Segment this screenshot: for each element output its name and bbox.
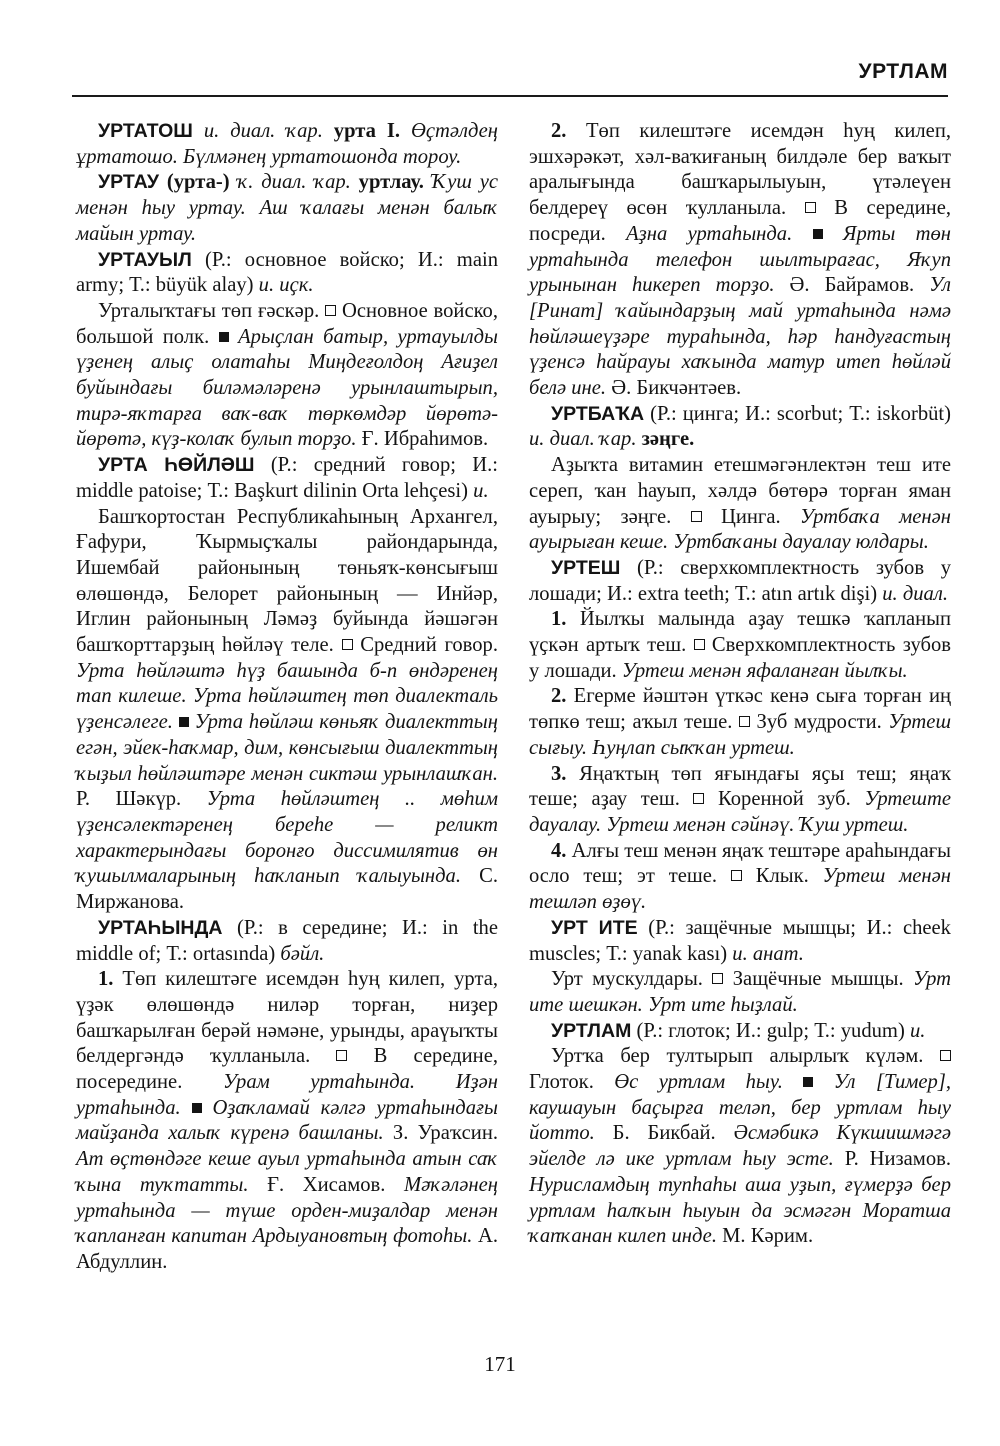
headword: УРТЕШ (551, 556, 621, 579)
definition-paragraph (529, 967, 951, 1018)
russian-equivalent: Средний говор. (352, 634, 499, 657)
sense-number: 3. (551, 762, 567, 785)
sense-number: 2. (551, 120, 567, 142)
headword: УРТЛАМ (551, 1019, 632, 1042)
open-square-marker (805, 202, 816, 213)
definition-paragraph (529, 453, 951, 556)
translations: (Р.: защёчные мышцы; И.: cheek muscles; Т.: yanak kası) (529, 916, 951, 965)
russian-equivalent: Глоток. (529, 1071, 615, 1094)
filled-square-marker (179, 717, 189, 727)
open-square-marker (325, 305, 336, 316)
cross-reference: урта I. (322, 120, 411, 142)
grammar-label: и. (909, 1019, 926, 1042)
author: Ғ. Ибраһимов. (356, 428, 489, 451)
example: Урам уртаһында. Иҙән уртаһында. (76, 1071, 498, 1119)
definition: Егерме йәштән үткәс кенә сыға торған иң төпкө теш; аҡыл теше. (529, 685, 951, 734)
sense-paragraph (529, 119, 951, 402)
quotation: Ул [Ринат] ҡайындарҙың май уртаһында нәмә һөйләшеүҙәре тураһында, һәр һандуғастың үҙенсә һайрауы хаҡында матур итеп һөйләй белә ине. (529, 274, 952, 400)
example: Уртбаҡа менән ауырыған кеше. Уртбаҡаны дауалау юлдары. (529, 505, 952, 554)
cross-reference: уртлау. (350, 171, 432, 194)
translations: (Р.: средний говор; И.: middle patoise; Т.: Başkurt dilinin Orta lehçesi) (76, 454, 498, 502)
headword: УРТАҺЫНДА (98, 916, 223, 939)
grammar-label: и. (473, 479, 489, 502)
open-square-marker (693, 793, 704, 804)
definition: Төп килештәге исемдән һуң килеп, эшхәрәкәт, хәл-ваҡиғаның билдәле бер ваҡыт аралығында башҡарылыуын, үтәлеүен белдереү өсөн ҡулланыла. (529, 120, 951, 220)
example: Аҙна уртаһында. (626, 222, 793, 245)
quotation: Мәҡәләнең уртаһында — түше орден-миҙалдар менән ҡапланған капитан Ардыуановтың фотоһы. (76, 1173, 498, 1248)
quotation: Арыҫлан батыр, уртауылды үҙенең алыҫ олатаһы Миңдеғолдоң Ағиҙел буйындағы биләмәләренә урынлаштырып, тирә-яҡтарға ваҡ-ваҡ төркөмдәр йөрөтә-йөрөтә, күҙ-колаҡ булып торҙо. (76, 325, 498, 451)
quotation: Ярты төн уртаһында телефон шылтырағас, Яҡуп урынынан һикереп торҙо. (529, 222, 952, 297)
translations: (Р.: глоток; И.: gulp; Т.: yudum) (631, 1019, 910, 1042)
quotation: Нурисламдың тупһаһы аша уҙып, ғүмерҙә бер уртлам һалҡын һыуын да эсмәгән Моратша ҡапҡанан килеп инде. (529, 1173, 951, 1248)
grammar-label: и. диал. (882, 582, 948, 605)
russian-equivalent: Клык. (741, 865, 823, 888)
grammar-label: бәйл. (280, 942, 325, 965)
author: С. Миржанова. (76, 865, 498, 914)
filled-square-marker (803, 1077, 813, 1087)
russian-equivalent: Сверхкомплектность зубов у лошади. (529, 634, 951, 682)
translations: (Р.: цинга; И.: scorbut; Т.: iskorbüt) (644, 402, 951, 425)
sense-number: 1. (551, 608, 567, 631)
headword: УРТ ИТЕ (551, 916, 638, 939)
translations: (Р.: в середине; И.: in the middle of; Т.: ortasında) (76, 916, 498, 965)
quotation: Ул [Тимер], каушауын баҫырға теләп, бер уртлам һыу йотто. (529, 1071, 951, 1145)
russian-equivalent: В середине, посреди. (529, 197, 951, 245)
author: Ә. Бикчәнтәев. (606, 377, 742, 400)
definition: Урт мускулдары. (551, 968, 713, 991)
open-square-marker (342, 639, 353, 650)
entry-paragraph (76, 453, 498, 504)
definition-paragraph (76, 505, 498, 916)
russian-equivalent: Зуб мудрости. (749, 711, 889, 734)
grammar-label: и. иҫк. (258, 274, 314, 297)
open-square-marker (336, 1050, 347, 1061)
definition: Урталыҡтағы төп ғәскәр. (98, 299, 326, 322)
author: Ғ. Хисамов. (248, 1173, 404, 1196)
translations: (Р.: основное войско; И.: main army; Т.: büyük alay) (76, 248, 498, 297)
entry-paragraph (76, 916, 498, 967)
russian-equivalent: Цинга. (701, 505, 801, 528)
entry-paragraph (76, 248, 498, 299)
author: З. Ураҡсин. (383, 1122, 498, 1145)
example: Ҡуш ус менән һыу уртау. Аш ҡалағы менән балыҡ майын уртау. (76, 171, 498, 245)
headword: УРТА ҺӨЙЛӘШ (98, 454, 255, 477)
author: Р. Шәкүр. (76, 788, 207, 811)
headword: УРТАУ (98, 171, 160, 194)
definition: Уртҡа бер тултырып алырлыҡ күләм. (551, 1045, 940, 1068)
example: Уртеш менән яфаланған йылҡы. (621, 659, 908, 682)
quotation: Урта һөйләш көньяҡ диалекттың егән, эйек-һаҡмар, дим, көнсығыш диалекттың ҡыҙыл һөйләштәре менән сиктәш урынлашҡан. (76, 711, 498, 785)
quotation: Урта һөйләштең .. мөһим үҙенсәлектәренең береһе — реликт характерындағы боронғо диссимилятив өн ҡушылмаларының һаҡланып ҡалыуында. (76, 788, 498, 888)
open-square-marker (712, 973, 723, 984)
example: Уртеш менән тешләп өҙөү. (529, 865, 951, 914)
open-square-marker (940, 1050, 951, 1061)
example: Урт ите шешкән. Урт ите һыҙлай. (529, 968, 952, 1016)
russian-equivalent: Коренной зуб. (704, 788, 865, 811)
russian-equivalent: В середине, посередине. (76, 1045, 498, 1094)
definition: Алғы теш менән яңаҡ тештәре араһындағы осло теш; эт теше. (529, 839, 951, 888)
filled-square-marker (219, 332, 229, 342)
cross-reference: зәңге. (641, 428, 695, 451)
example: Урта һөйләштә һүҙ башында б-п өндәренең тап килеше. Урта һөйләштең төп диалекталь үҙенсәлеге. (76, 659, 498, 734)
definition: Башҡортостан Республикаһының Архангел, Ғафури, Ҡырмыҫҡалы райондарында, Ишембай районының төньяҡ-көнсығыш өлөшөндә, Белорет районының — Инйәр, Иглин районының Ләмәҙ буйында йәшәгән башҡорттарҙың һөйләү теле. (76, 505, 498, 657)
sense-number: 4. (551, 839, 567, 862)
entry-paragraph (529, 402, 951, 453)
sense-paragraph (529, 762, 951, 839)
definition-paragraph (529, 1044, 951, 1250)
open-square-marker (739, 716, 750, 727)
entry-paragraph (76, 119, 498, 170)
russian-equivalent: Защёчные мышцы. (723, 968, 914, 991)
sense-number: 2. (551, 685, 567, 708)
header-rule (72, 95, 948, 97)
headword: УРТАТОШ (98, 120, 193, 142)
entry-paragraph (529, 916, 951, 967)
running-head: УРТЛАМ (858, 60, 948, 83)
left-column (76, 119, 498, 1276)
grammar-label: и. анат. (732, 942, 804, 965)
translations: (Р.: сверхкомплектность зубов у лошади; И.: extra teeth; Т.: atın artık dişi) (529, 556, 951, 605)
author: А. Абдуллин. (76, 1225, 498, 1273)
definition: Яңаҡтың төп яғындағы яҫы теш; яңаҡ теше; аҙау теш. (529, 762, 951, 811)
sense-paragraph (529, 607, 951, 684)
open-square-marker (691, 511, 702, 522)
entry-paragraph (76, 170, 498, 247)
quotation: Әсмәбикә Күкшишмәгә эйелде лә ике уртлам һыу эсте. (529, 1122, 951, 1171)
russian-equivalent: Основное войско, большой полк. (76, 299, 498, 348)
quotation: Оҙаҡламай кәлгә уртаһындағы майҙанда халыҡ күренә башланы. (76, 1096, 498, 1145)
headword: УРТАУЫЛ (98, 248, 192, 271)
author: Ә. Байрамов. (774, 274, 930, 297)
open-square-marker (694, 639, 705, 650)
sense-paragraph (529, 839, 951, 916)
open-square-marker (731, 870, 742, 881)
grammar-label: ҡ. диал. ҡар. (237, 171, 351, 194)
entry-text: (урта-) (159, 171, 238, 194)
entry-paragraph (529, 1019, 951, 1045)
author: Б. Бикбай. (594, 1122, 734, 1145)
example: Уртеште дауалау. Уртеш менән сәйнәү. Ҡуш уртеш. (529, 788, 951, 836)
filled-square-marker (813, 229, 823, 239)
sense-paragraph (76, 967, 498, 1275)
author: М. Кәрим. (716, 1225, 814, 1248)
example: Уртеш сығыу. Һуңлап сыҡҡан уртеш. (529, 711, 951, 759)
entry-text (193, 120, 204, 142)
definition: Төп килештәге исемдән һуң килеп, урта, үҙәк өлөшөндә ниләр торған, ниҙер башҡарылған берәй нәмәне, урынды, араүыҡты белдергәндә ҡулланыла. (76, 968, 498, 1068)
definition: Аҙыҡта витамин етешмәгәнлектән теш ите сереп, ҡан һауып, хәлдә бөтөрә торған яман ауырыу; зәңге. (529, 454, 951, 528)
quotation: Ат өҫтөндәге кеше ауыл уртаһында атын саҡ ҡына туҡтатты. (76, 1148, 498, 1196)
example: Өс уртлам һыу. (614, 1071, 783, 1094)
example: Өҫтәлдең ұртатошо. Бүлмәнең уртатошонда тороу. (76, 120, 498, 168)
right-column (529, 119, 951, 1250)
grammar-label: и. диал. ҡар. (529, 428, 637, 451)
headword: УРТБАҠА (551, 402, 645, 425)
filled-square-marker (192, 1103, 202, 1113)
definition: Йылҡы малында аҙау тешкә ҡапланып үҫкән артыҡ теш. (529, 608, 951, 657)
definition-paragraph (76, 299, 498, 453)
sense-number: 1. (98, 968, 114, 991)
page-number: 171 (484, 1352, 516, 1376)
entry-paragraph (529, 556, 951, 607)
sense-paragraph (529, 684, 951, 761)
grammar-label: и. диал. ҡар. (203, 120, 323, 142)
author: Р. Низамов. (833, 1148, 951, 1171)
